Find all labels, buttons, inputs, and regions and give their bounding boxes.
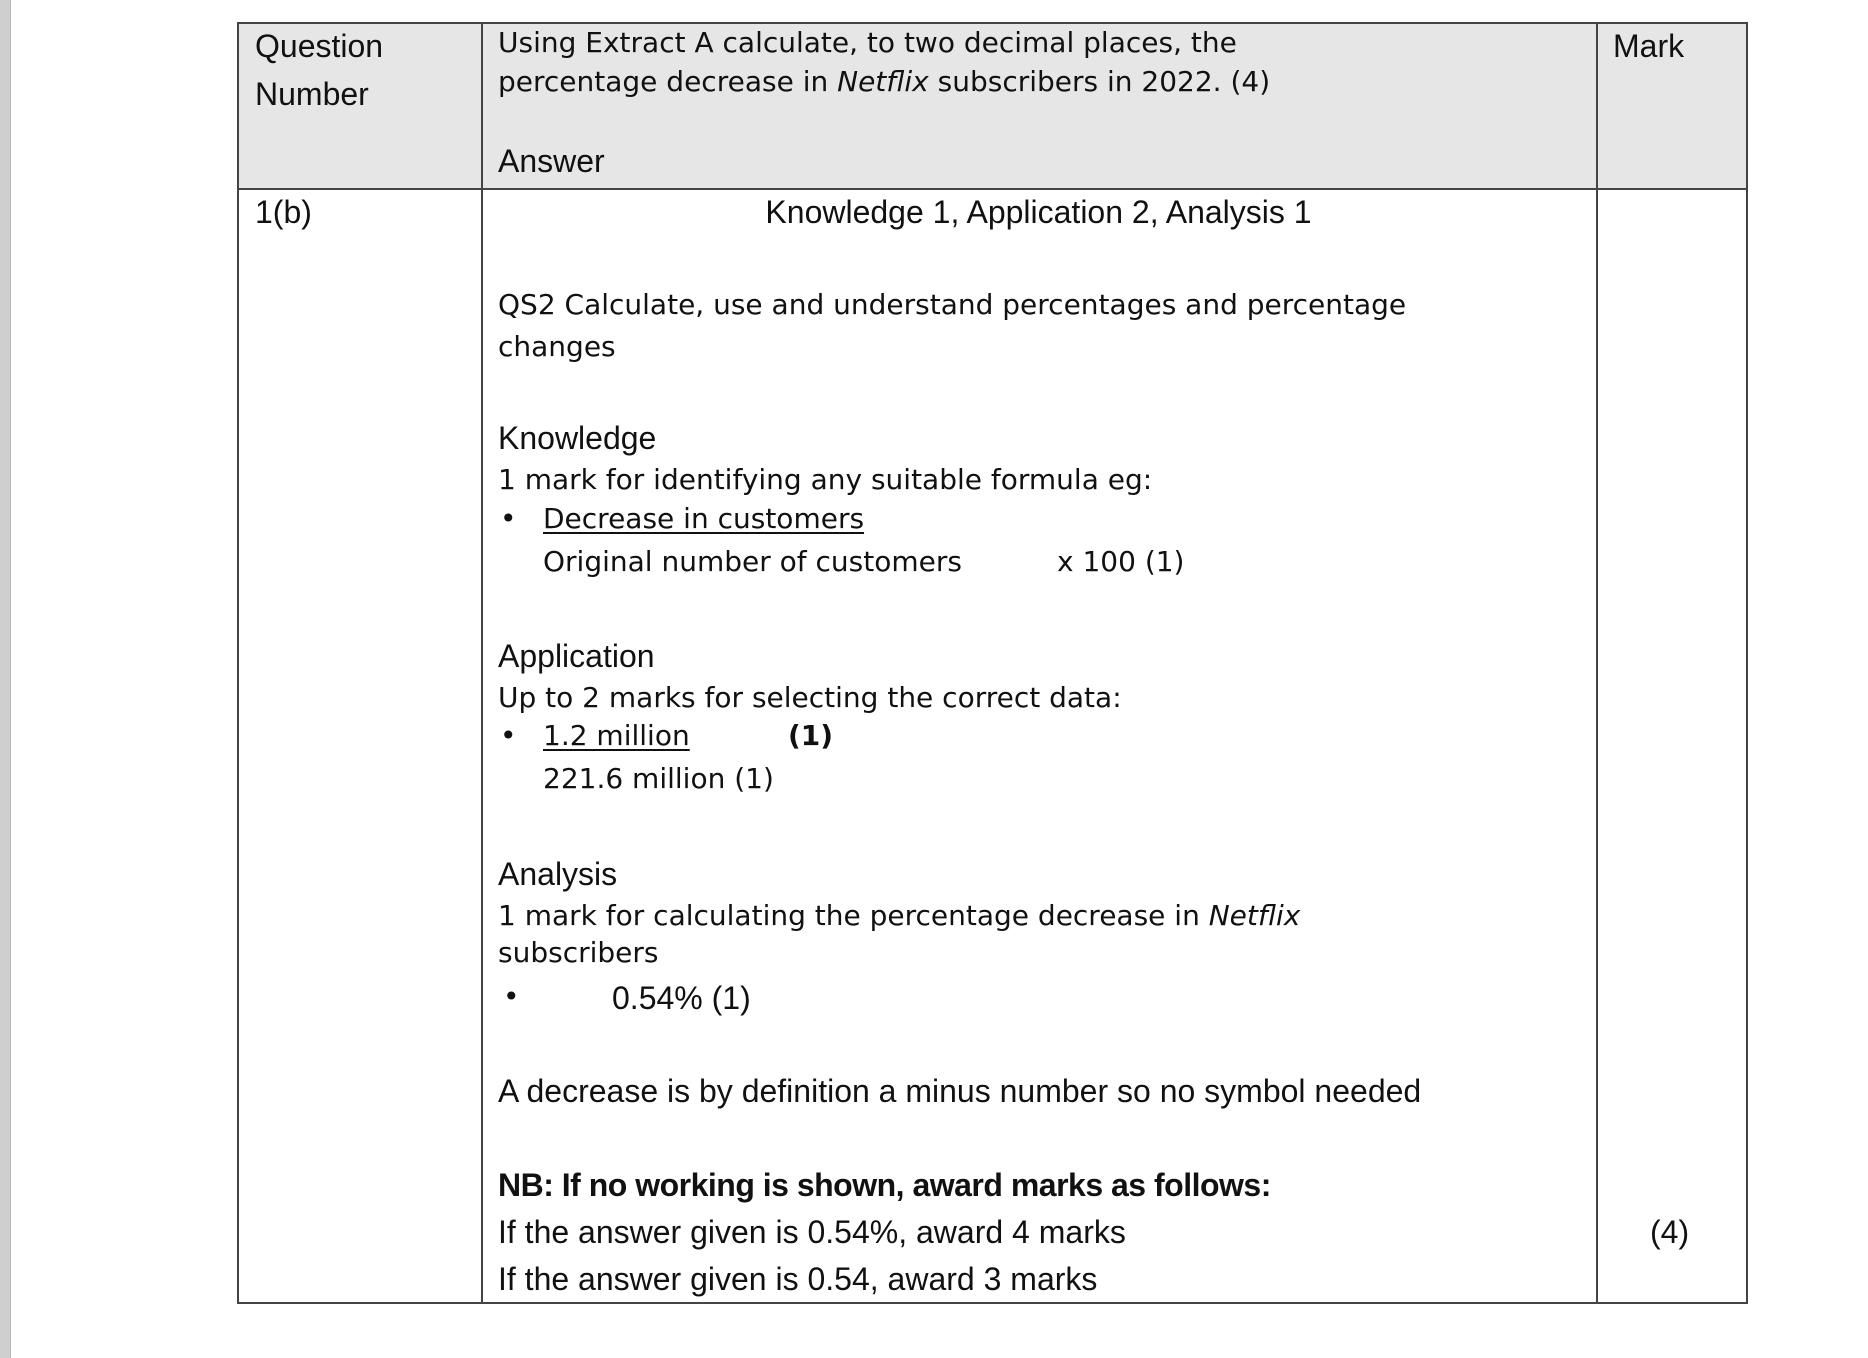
formula-numerator: Decrease in customers (543, 502, 865, 535)
question-number: 1(b) (255, 194, 312, 230)
qs-text: QS2 Calculate, use and understand percentages and percentage (498, 288, 1407, 321)
formula-multiplier: x 100 (1) (1057, 545, 1185, 578)
note-text: A decrease is by definition a minus number so no symbol needed (498, 1073, 1422, 1109)
bullet-icon: • (500, 719, 517, 752)
application-item-2: 221.6 million (1) (543, 762, 774, 795)
question-text-part: percentage decrease in (498, 65, 838, 98)
assessment-summary: Knowledge 1, Application 2, Analysis 1 (765, 194, 1312, 230)
question-text (498, 65, 1270, 99)
analysis-desc: subscribers (498, 936, 659, 969)
analysis-desc-part: 1 mark for calculating the percentage decrease in (498, 899, 1209, 932)
analysis-heading: Analysis (498, 856, 618, 892)
window-edge-scrollbar (0, 0, 11, 1358)
nb-line-1: If the answer given is 0.54%, award 4 marks (498, 1214, 1126, 1250)
knowledge-desc: 1 mark for identifying any suitable formula eg: (498, 463, 1153, 496)
header-mark: Mark (1613, 28, 1685, 64)
netflix-italic: Netflix (1208, 899, 1301, 932)
analysis-result: 0.54% (1) (612, 980, 751, 1016)
application-item-1-mark: (1) (788, 719, 834, 752)
netflix-italic: Netflix (837, 65, 929, 98)
column-divider (1596, 24, 1598, 1302)
nb-line-2: If the answer given is 0.54, award 3 marks (498, 1261, 1098, 1297)
analysis-desc (498, 899, 1300, 933)
knowledge-heading: Knowledge (498, 420, 657, 456)
question-text: Using Extract A calculate, to two decimal places, the (498, 26, 1237, 59)
header-question-number: Number (255, 76, 369, 112)
header-answer: Answer (498, 143, 605, 179)
application-heading: Application (498, 638, 655, 674)
question-text-part: subscribers in 2022. (4) (928, 65, 1271, 98)
qs-text: changes (498, 330, 616, 363)
application-desc: Up to 2 marks for selecting the correct data: (498, 681, 1122, 714)
header-question-number: Question (255, 28, 384, 64)
nb-heading: NB: If no working is shown, award marks as follows: (498, 1167, 1271, 1203)
bullet-icon: • (503, 980, 520, 1013)
bullet-icon: • (500, 502, 517, 535)
formula-denominator: Original number of customers (543, 545, 962, 578)
mark-value: (4) (1650, 1214, 1690, 1250)
application-item-1: 1.2 million (543, 719, 690, 752)
